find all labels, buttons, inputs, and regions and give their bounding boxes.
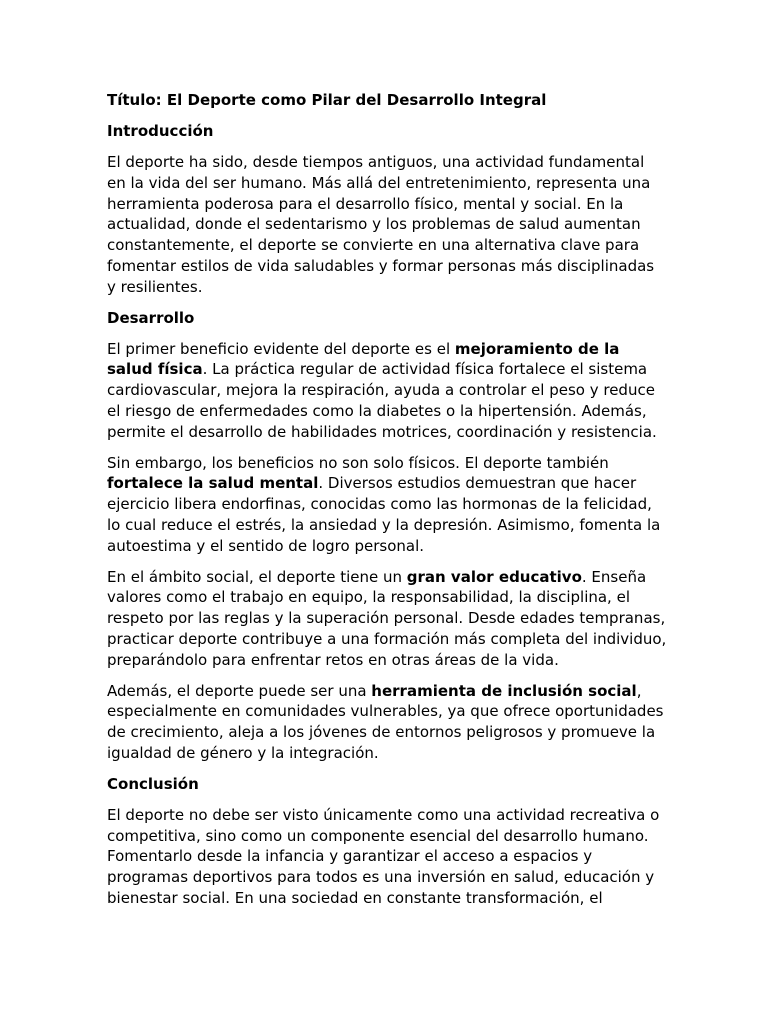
development-paragraph-4	[107, 681, 667, 764]
bold-phrase: gran valor educativo	[406, 567, 582, 586]
paragraph-text: Sin embargo, los beneficios no son solo físicos. El deporte también	[107, 453, 609, 472]
intro-paragraph: El deporte ha sido, desde tiempos antiguos, una actividad fundamental en la vida del ser humano. Más allá del entretenimiento, representa una herramienta poderosa para el desarrollo físico, mental y social. En la actualidad, donde el sedentarismo y los problemas de salud aumentan constantemente, el deporte se convierte en una alternativa clave para fomentar estilos de vida saludables y formar personas más disciplinadas y resilientes.	[107, 153, 655, 296]
heading-introduccion: Introducción	[107, 122, 214, 140]
bold-phrase: herramienta de inclusión social	[371, 681, 637, 700]
paragraph-text: Además, el deporte puede ser una	[107, 681, 372, 700]
heading-conclusion: Conclusión	[107, 774, 199, 793]
paragraph-text: , especialmente en comunidades vulnerables, ya que ofrece oportunidades de crecimiento, aleja a los jóvenes de entornos peligrosos y promueve la igualdad de género y la integración.	[107, 681, 664, 762]
paragraph-text: . Diversos estudios demuestran que hacer ejercicio libera endorfinas, conocidas como las hormonas de la felicidad, lo cual reduce el estrés, la ansiedad y la depresión. Asimismo, fomenta la autoestima y el sentido de logro personal.	[107, 474, 661, 555]
conclusion-paragraph: El deporte no debe ser visto únicamente como una actividad recreativa o competitiva, sino como un componente esencial del desarrollo humano. Fomentarlo desde la infancia y garantizar el acceso a espacios y programas deportivos para todos es una inversión en salud, educación y bienestar social. En una sociedad en constante transformación, el	[107, 805, 660, 907]
paragraph-text: El primer beneficio evidente del deporte es el	[107, 339, 455, 358]
document-title: Título: El Deporte como Pilar del Desarrollo Integral	[107, 91, 547, 109]
bold-phrase: mejoramiento de la salud física	[107, 339, 620, 379]
document-page	[107, 90, 667, 919]
bold-phrase: fortalece la salud mental	[107, 474, 319, 493]
paragraph-text: En el ámbito social, el deporte tiene un	[107, 567, 407, 586]
development-paragraph-2	[107, 453, 667, 557]
development-paragraph-1	[107, 339, 667, 443]
paragraph-text: . Enseña valores como el trabajo en equipo, la responsabilidad, la disciplina, el respeto por las reglas y la superación personal. Desde edades tempranas, practicar deporte contribuye a una formación más completa del individuo, preparándolo para enfrentar retos en otras áreas de la vida.	[107, 567, 667, 669]
paragraph-text: . La práctica regular de actividad física fortalece el sistema cardiovascular, mejora la respiración, ayuda a controlar el peso y reduce el riesgo de enfermedades como la diabetes o la hipertensión. Además, permite el desarrollo de habilidades motrices, coordinación y resistencia.	[107, 360, 657, 441]
development-paragraph-3	[107, 567, 667, 671]
heading-desarrollo: Desarrollo	[107, 308, 195, 327]
